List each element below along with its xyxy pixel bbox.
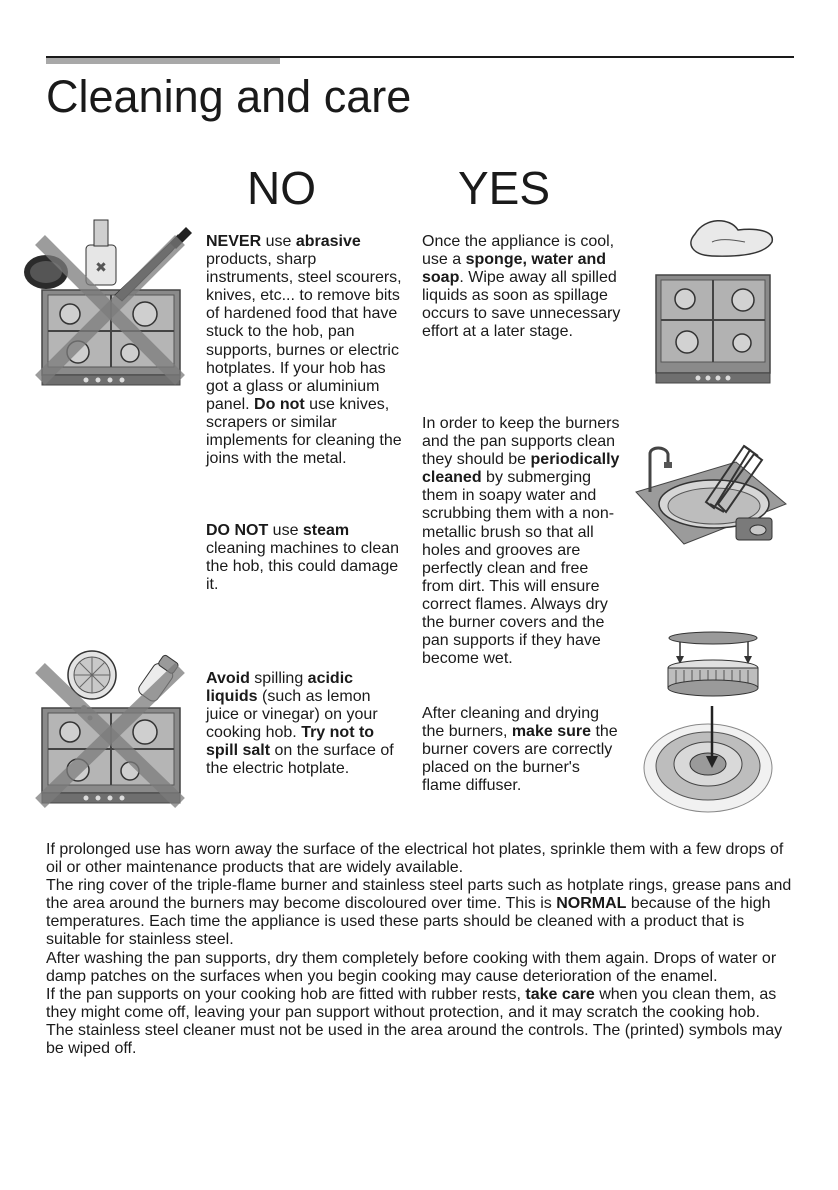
text-run: In order to keep the burners and the pan supports clean they should be <box>422 415 620 469</box>
text-run: when you clean them, as they might come off, leaving your pan support without protection, and it may scratch the cooking hob. <box>46 985 777 1021</box>
note-controls <box>46 1022 798 1058</box>
emphasis-text: acidic liquids <box>206 670 354 706</box>
text-run: by submerging them in soapy water and scrubbing them with a non-metallic brush so that all holes and grooves are perfectly clean and free from dirt. This will ensure correct flames. Always dry the burner covers and the pan supports if they have become wet. <box>422 469 615 668</box>
emphasis-text: NORMAL <box>556 895 627 913</box>
text-run: on the surface of the electric hotplate. <box>206 742 394 778</box>
page-title: Cleaning and care <box>46 71 412 122</box>
sponge-hob-illustration <box>650 212 778 387</box>
svg-text:✖: ✖ <box>95 260 107 276</box>
burner-cover-illustration <box>636 628 786 818</box>
emphasis-text: sponge, water and soap <box>422 251 607 287</box>
text-run: (such as lemon juice or vinegar) on your cooking hob. <box>206 688 378 742</box>
emphasis-text: make sure <box>511 723 591 741</box>
yes-periodic-text <box>422 415 622 668</box>
emphasis-text: abrasive <box>295 233 361 250</box>
no-heading: NO <box>247 162 316 214</box>
note-hotplates <box>46 841 798 877</box>
emphasis-text: Avoid <box>206 670 250 687</box>
text-run: After cleaning and drying the burners, <box>422 705 599 741</box>
header-accent-bar <box>46 58 280 64</box>
text-run: use <box>261 233 296 250</box>
emphasis-text: steam <box>302 522 350 539</box>
emphasis-text: NEVER <box>206 233 262 250</box>
text-run: After washing the pan supports, dry them completely before cooking with them again. Drops of water or damp patches on the surfaces when you begin cooking may cause deterioration of the enamel. <box>46 949 777 985</box>
text-run: cleaning machines to clean the hob, this could damage it. <box>206 540 400 594</box>
yes-placement-text <box>422 705 622 795</box>
emphasis-text: DO NOT <box>206 522 269 539</box>
text-run: The stainless steel cleaner must not be used in the area around the controls. The (printed) symbols may be wiped off. <box>46 1021 783 1058</box>
sink-soaking-illustration <box>626 432 788 550</box>
text-run: If the pan supports on your cooking hob are fitted with rubber rests, <box>46 985 526 1003</box>
text-run: spilling <box>249 670 308 687</box>
text-run: products, sharp instruments, steel scourers, knives, etc... to remove bits of hardened food that have stuck to the hob, pan supports, burnes or electric hotplates. If your hob has got a glass or aluminium panel. <box>206 251 402 413</box>
emphasis-text: periodically cleaned <box>422 451 620 487</box>
no-acidic-text <box>206 670 406 779</box>
maintenance-notes <box>46 841 798 1058</box>
yes-heading: YES <box>458 162 551 214</box>
yes-sponge-text <box>422 233 622 342</box>
text-run: Once the appliance is cool, use a <box>422 233 615 269</box>
note-drying <box>46 950 798 986</box>
emphasis-text: Try not to spill salt <box>206 724 375 760</box>
no-steam-text <box>206 522 406 594</box>
no-abrasive-text <box>206 233 406 468</box>
emphasis-text: take care <box>525 985 595 1003</box>
text-run: the burner covers are correctly placed on the burner's flame diffuser. <box>422 723 618 795</box>
acidic-crossed-hob-illustration <box>20 638 195 810</box>
abrasive-crossed-hob-illustration <box>20 215 195 390</box>
text-run: If prolonged use has worn away the surface of the electrical hot plates, sprinkle them with a few drops of oil or other maintenance products that are widely available. <box>46 841 784 877</box>
note-rubber-rests <box>46 986 798 1022</box>
text-run: The ring cover of the triple-flame burner and stainless steel parts such as hotplate rings, grease pans and the area around the burners may become discoloured over time. This is <box>46 877 792 913</box>
emphasis-text: Do not <box>254 395 305 413</box>
text-run: . Wipe away all spilled liquids as soon as spillage occurs to save unnecessary effort at a later stage. <box>422 269 621 341</box>
note-discolouration <box>46 877 798 949</box>
text-run: use knives, scrapers or similar implements for cleaning the joins with the metal. <box>206 395 402 468</box>
text-run: because of the high temperatures. Each time the appliance is used these parts should be cleaned with a product that is suitable for stainless steel. <box>46 895 771 949</box>
text-run: use <box>268 522 303 539</box>
